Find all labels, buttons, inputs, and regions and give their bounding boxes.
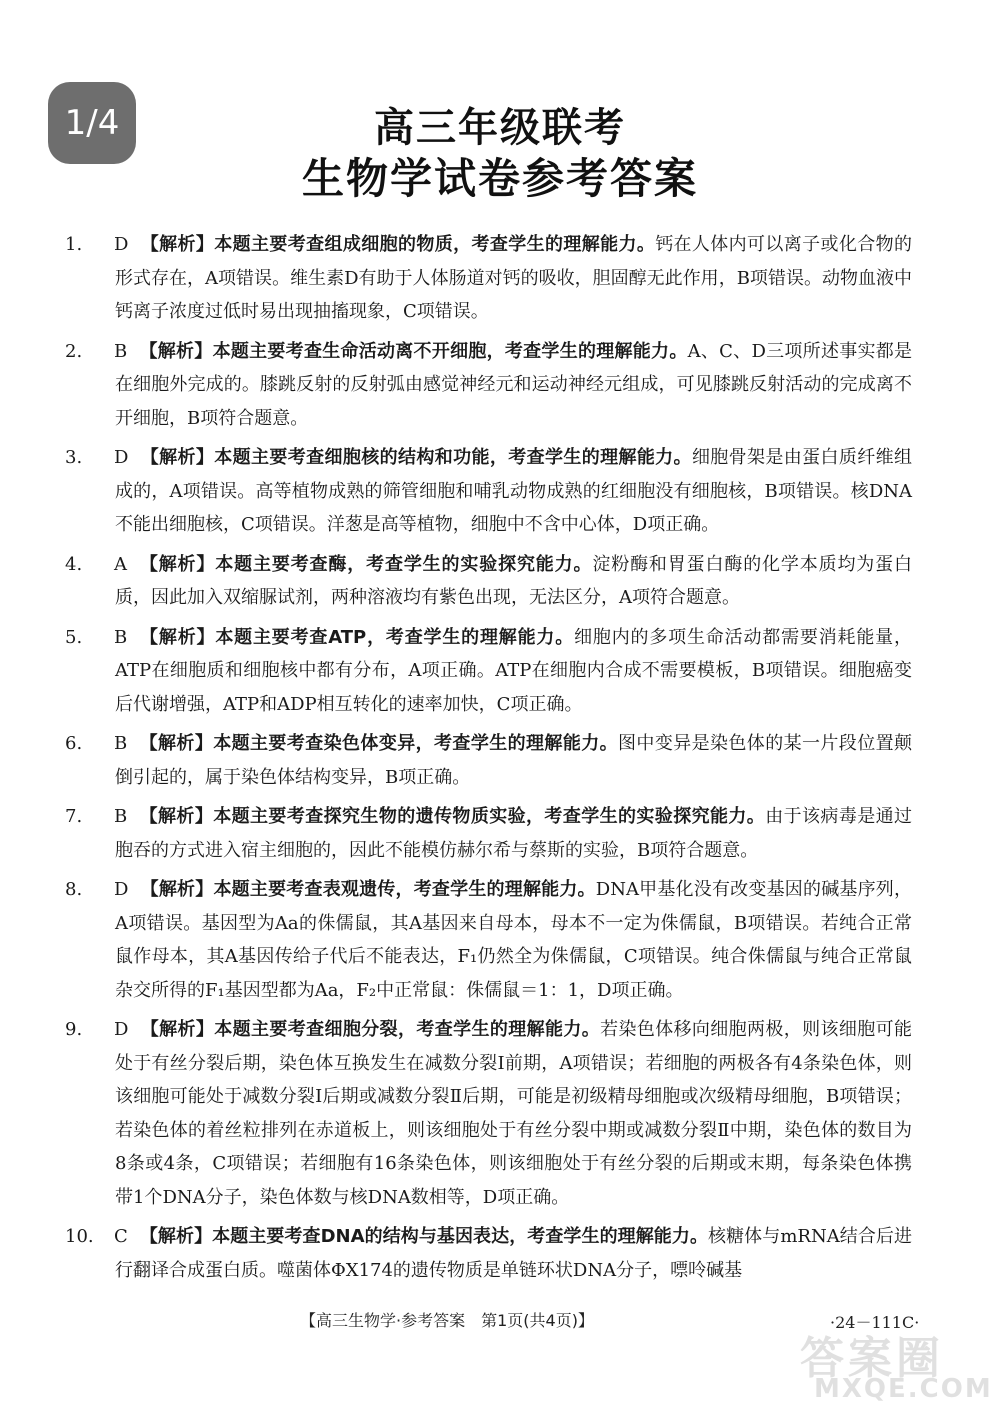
answer-letter: D bbox=[114, 879, 129, 900]
answer-item bbox=[65, 873, 913, 1007]
answer-number: 6. bbox=[65, 733, 83, 754]
analysis-topic: 本题主要考查探究生物的遗传物质实验，考查学生的实验探究能力。 bbox=[213, 806, 766, 827]
answer-letter: D bbox=[114, 234, 129, 255]
page-indicator: 1/4 bbox=[48, 82, 136, 164]
answer-number: 4. bbox=[65, 553, 83, 575]
watermark-url: MXQE.COM bbox=[814, 1374, 993, 1404]
analysis-topic: 本题主要考查染色体变异，考查学生的理解能力。 bbox=[213, 733, 619, 754]
answer-letter: C bbox=[114, 1226, 128, 1247]
answer-number: 2. bbox=[65, 340, 83, 362]
site-watermark bbox=[790, 1322, 993, 1408]
analysis-topic: 本题主要考查细胞分裂，考查学生的理解能力。 bbox=[214, 1019, 601, 1040]
analysis-text: 图中变异是染色体的某一片段位置颠倒引起的，属于染色体结构变异，B项正确。 bbox=[115, 733, 913, 788]
answer-letter: A bbox=[114, 553, 127, 575]
analysis-label: 【解析】 bbox=[139, 626, 216, 648]
answer-item bbox=[65, 1220, 912, 1287]
analysis-label: 【解析】 bbox=[139, 733, 214, 754]
page-title: 高三年级联考 bbox=[374, 105, 626, 151]
answer-number: 7. bbox=[65, 806, 83, 827]
answer-number: 5. bbox=[65, 626, 83, 648]
analysis-label: 【解析】 bbox=[139, 806, 214, 827]
answer-number: 9. bbox=[65, 1019, 83, 1040]
answer-item bbox=[65, 335, 913, 436]
answer-list bbox=[65, 228, 913, 1293]
answer-letter: B bbox=[114, 626, 128, 648]
answer-number: 8. bbox=[65, 879, 83, 900]
analysis-label: 【解析】 bbox=[140, 879, 214, 900]
answer-item bbox=[65, 441, 913, 542]
answer-letter: B bbox=[114, 733, 128, 754]
analysis-label: 【解析】 bbox=[139, 340, 213, 362]
analysis-topic: 本题主要考查酶，考查学生的实验探究能力。 bbox=[215, 553, 593, 575]
analysis-label: 【解析】 bbox=[140, 447, 215, 468]
analysis-text: A、C、D三项所述事实都是在细胞外完成的。膝跳反射的反射弧由感觉神经元和运动神经元组成，可见膝跳反射活动的完成离不开细胞，B项符合题意。 bbox=[115, 340, 913, 429]
analysis-label: 【解析】 bbox=[140, 234, 215, 255]
answer-letter: D bbox=[114, 447, 129, 468]
watermark-logo-text: 答案圈 bbox=[800, 1333, 944, 1384]
answer-number: 3. bbox=[65, 447, 83, 468]
answer-item bbox=[65, 621, 912, 722]
answer-number: 10. bbox=[65, 1226, 94, 1247]
analysis-text: 核糖体与mRNA结合后进行翻译合成蛋白质。噬菌体ΦX174的遗传物质是单链环状DNA分子，嘌呤碱基 bbox=[115, 1226, 912, 1281]
analysis-label: 【解析】 bbox=[139, 553, 216, 575]
analysis-topic: 本题主要考查ATP，考查学生的理解能力。 bbox=[215, 626, 575, 648]
exam-code: ·24－111C· bbox=[830, 1313, 920, 1332]
page-footer: 【高三生物学·参考答案 第1页(共4页)】 bbox=[300, 1311, 594, 1330]
analysis-text: DNA甲基化没有改变基因的碱基序列，A项错误。基因型为Aa的侏儒鼠，其A基因来自母本，母本不一定为侏儒鼠，B项错误。若纯合正常鼠作母本，其A基因传给子代后不能表达，F₁仍然全为侏儒鼠，C项错误。纯合侏儒鼠与纯合正常鼠杂交所得的F₁基因型都为Aa，F₂中正常鼠：侏儒鼠＝1：1，D项正确。 bbox=[115, 879, 913, 1001]
analysis-label: 【解析】 bbox=[140, 1019, 215, 1040]
answer-letter: D bbox=[114, 1019, 129, 1040]
analysis-topic: 本题主要考查生命活动离不开细胞，考查学生的理解能力。 bbox=[212, 340, 688, 362]
analysis-text: 细胞骨架是由蛋白质纤维组成的，A项错误。高等植物成熟的筛管细胞和哺乳动物成熟的红细胞没有细胞核，B项错误。核DNA不能出细胞核，C项错误。洋葱是高等植物，细胞中不含中心体，D项正确。 bbox=[115, 447, 913, 535]
analysis-topic: 本题主要考查表观遗传，考查学生的理解能力。 bbox=[213, 879, 596, 900]
answer-item bbox=[65, 800, 913, 867]
analysis-topic: 本题主要考查细胞核的结构和功能，考查学生的理解能力。 bbox=[214, 447, 692, 468]
analysis-text: 淀粉酶和胃蛋白酶的化学本质均为蛋白质，因此加入双缩脲试剂，两种溶液均有紫色出现，无法区分，A项符合题意。 bbox=[115, 553, 913, 608]
answer-item bbox=[65, 228, 913, 329]
analysis-text: 钙在人体内可以离子或化合物的形式存在，A项错误。维生素D有助于人体肠道对钙的吸收，胆固醇无此作用，B项错误。动物血液中钙离子浓度过低时易出现抽搐现象，C项错误。 bbox=[115, 234, 913, 322]
analysis-label: 【解析】 bbox=[139, 1226, 213, 1247]
answer-letter: B bbox=[114, 340, 128, 362]
analysis-topic: 本题主要考查DNA的结构与基因表达，考查学生的理解能力。 bbox=[212, 1226, 709, 1247]
answer-item bbox=[65, 727, 913, 794]
analysis-text: 由于该病毒是通过胞吞的方式进入宿主细胞的，因此不能模仿赫尔希与蔡斯的实验，B项符合题意。 bbox=[115, 806, 913, 861]
analysis-text: 若染色体移向细胞两极，则该细胞可能处于有丝分裂后期，染色体互换发生在减数分裂Ⅰ前期，A项错误；若细胞的两极各有4条染色体，则该细胞可能处于减数分裂Ⅰ后期或减数分裂Ⅱ后期，可能是初级精母细胞或次级精母细胞，B项错误；若染色体的着丝粒排列在赤道板上，则该细胞处于有丝分裂中期或减数分裂Ⅱ中期，染色体的数目为8条或4条，C项错误；若细胞有16条染色体，则该细胞处于有丝分裂的后期或末期，每条染色体携带1个DNA分子，染色体数与核DNA数相等，D项正确。 bbox=[115, 1019, 913, 1208]
answer-letter: B bbox=[114, 806, 128, 827]
analysis-text: 细胞内的多项生命活动都需要消耗能量，ATP在细胞质和细胞核中都有分布，A项正确。ATP在细胞内合成不需要模板，B项错误。细胞癌变后代谢增强，ATP和ADP相互转化的速率加快，C项正确。 bbox=[115, 626, 912, 715]
answer-item bbox=[65, 1013, 913, 1214]
analysis-topic: 本题主要考查组成细胞的物质，考查学生的理解能力。 bbox=[214, 234, 656, 255]
answer-number: 1. bbox=[65, 234, 83, 255]
page-subtitle: 生物学试卷参考答案 bbox=[301, 154, 698, 203]
answer-item bbox=[65, 548, 913, 615]
